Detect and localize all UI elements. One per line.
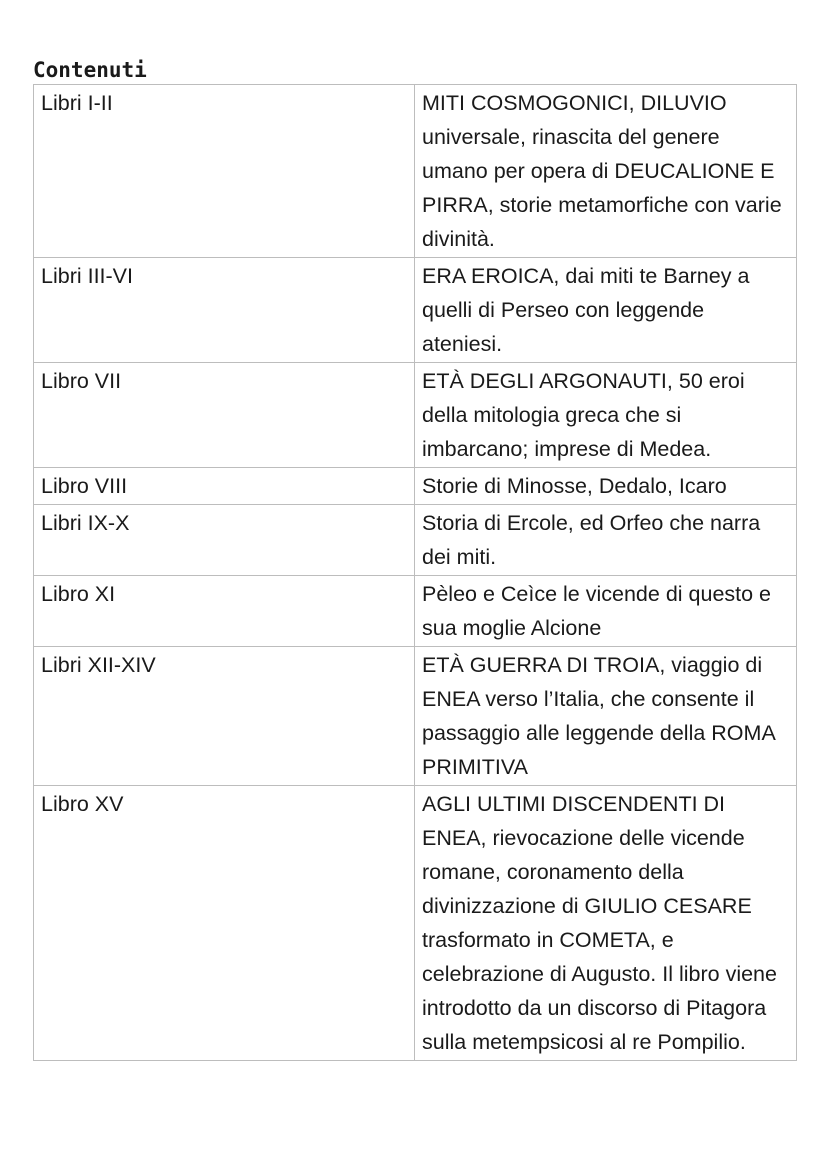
books-cell: Libri IX-X (34, 505, 415, 576)
books-cell: Libro VIII (34, 468, 415, 505)
table-row (34, 576, 797, 647)
table-row (34, 258, 797, 363)
table-row (34, 363, 797, 468)
books-cell: Libri I-II (34, 85, 415, 258)
books-cell: Libri III-VI (34, 258, 415, 363)
content-cell: AGLI ULTIMI DISCENDENTI DI ENEA, rievocazione delle vicende romane, coronamento della divinizzazione di GIULIO CESARE trasformato in COMETA, e celebrazione di Augusto. Il libro viene introdotto da un discorso di Pitagora sulla metempsicosi al re Pompilio. (415, 786, 797, 1061)
table-row (34, 786, 797, 1061)
content-cell: Pèleo e Ceìce le vicende di questo e sua moglie Alcione (415, 576, 797, 647)
content-cell: MITI COSMOGONICI, DILUVIO universale, rinascita del genere umano per opera di DEUCALIONE E PIRRA, storie metamorfiche con varie divinità. (415, 85, 797, 258)
content-cell: ETÀ DEGLI ARGONAUTI, 50 eroi della mitologia greca che si imbarcano; imprese di Medea. (415, 363, 797, 468)
books-cell: Libri XII-XIV (34, 647, 415, 786)
table-row (34, 85, 797, 258)
table-row (34, 468, 797, 505)
table-row (34, 505, 797, 576)
books-cell: Libro XI (34, 576, 415, 647)
books-cell: Libro XV (34, 786, 415, 1061)
content-cell: ETÀ GUERRA DI TROIA, viaggio di ENEA verso l’Italia, che consente il passaggio alle leggende della ROMA PRIMITIVA (415, 647, 797, 786)
section-heading: Contenuti (33, 58, 147, 82)
content-cell: Storia di Ercole, ed Orfeo che narra dei miti. (415, 505, 797, 576)
books-cell: Libro VII (34, 363, 415, 468)
content-cell: ERA EROICA, dai miti te Barney a quelli di Perseo con leggende ateniesi. (415, 258, 797, 363)
contents-table (33, 84, 797, 1061)
content-cell: Storie di Minosse, Dedalo, Icaro (415, 468, 797, 505)
table-row (34, 647, 797, 786)
